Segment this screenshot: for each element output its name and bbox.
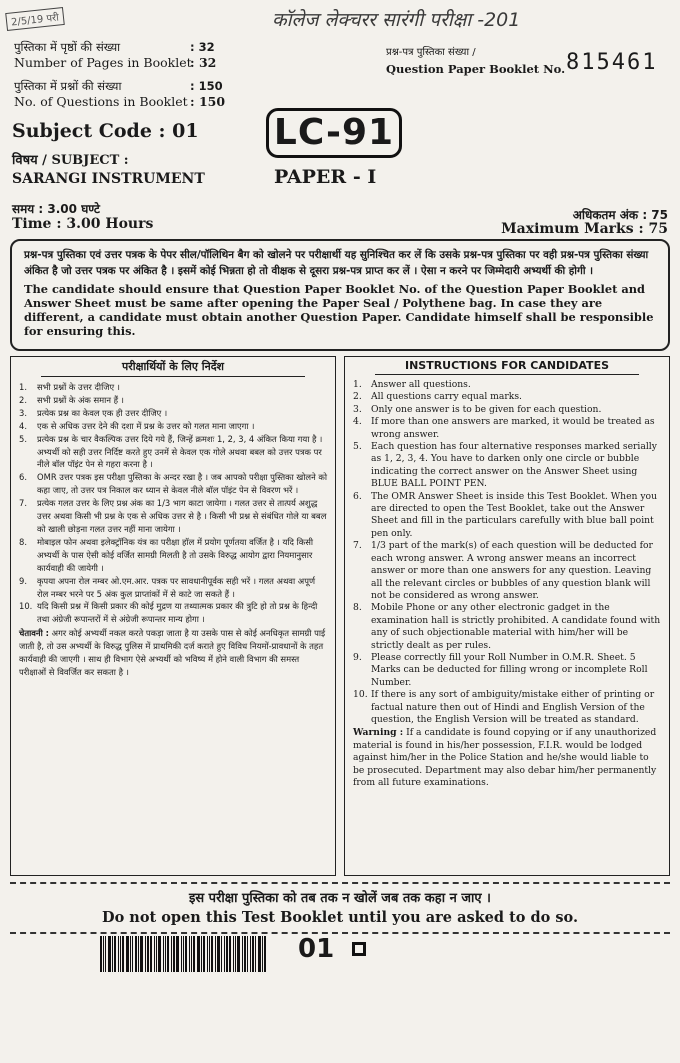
barcode-bar <box>118 936 119 972</box>
instruction-text: मोबाइल फोन अथवा इलेक्ट्रॉनिक यंत्र का परीक्षा हॉल में प्रयोग पूर्णतया वर्जित है । यदि किसी अभ्यर्थी के पास ऐसी कोई वर्जित सामग्री मिलती है तो उसके विरुद्ध आयोग द्वारा नियमानुसार कार्यवाही की जायेगी । <box>37 536 314 573</box>
instruction-item <box>19 536 327 575</box>
barcode <box>100 936 290 972</box>
instruction-text: Answer all questions. <box>371 379 471 390</box>
instruction-item <box>19 433 327 472</box>
questions-hi-label: पुस्तिका में प्रश्नों की संख्या <box>14 79 122 93</box>
barcode-bar <box>264 936 266 972</box>
barcode-bar <box>138 936 139 972</box>
barcode-bar <box>229 936 231 972</box>
english-warning-label: Warning : <box>353 727 404 739</box>
barcode-bar <box>203 936 205 972</box>
barcode-bar <box>140 936 143 972</box>
pages-hi-label: पुस्तिका में पृष्ठों की संख्या <box>14 40 121 54</box>
barcode-bar <box>112 936 113 972</box>
marks-hi: अधिकतम अंक : 75 <box>572 208 668 222</box>
instruction-item <box>19 600 327 626</box>
instruction-item <box>353 540 661 602</box>
barcode-bar <box>176 936 179 972</box>
instruction-text: कृपया अपना रोल नम्बर ओ.एम.आर. पत्रक पर सावधानीपूर्वक सही भरें । गलत अथवा अपूर्ण रोल नम्बर भरने पर 5 अंक कुल प्राप्तांकों में से काटे जा सकते हैं । <box>37 575 316 599</box>
barcode-bar <box>147 936 149 972</box>
checkbox-square-icon <box>352 942 366 956</box>
barcode-bar <box>183 936 184 972</box>
english-warning <box>345 726 669 790</box>
booklet-no-label-en: Question Paper Booklet No. <box>386 62 566 76</box>
questions-en-label: No. of Questions in Booklet <box>14 94 188 109</box>
questions-count-hi <box>14 79 244 94</box>
hindi-warning-label: चेतावनी : <box>19 628 49 639</box>
barcode-bar <box>207 936 208 972</box>
instruction-text: If more than one answers are marked, it would be treated as wrong answer. <box>371 416 655 440</box>
instruction-text: प्रत्येक प्रश्न के चार वैकल्पिक उत्तर दिये गये हैं, जिन्हें क्रमशः 1, 2, 3, 4 अंकित किया गया है । अभ्यर्थी को सही उत्तर निर्दिष्ट करते हुए उनमें से केवल एक गोले अथवा बबल को उत्तर पत्रक पर नीले बॉल पॉइंट पेन से गहरा करना है । <box>37 433 323 470</box>
instruction-item <box>19 471 327 497</box>
instruction-text: यदि किसी प्रश्न में किसी प्रकार की कोई मुद्रण या तथ्यात्मक प्रकार की त्रुटि हो तो प्रश्न के हिन्दी तथा अंग्रेजी रूपान्तरों में से अंग्रेजी रूपान्तर मान्य होगा । <box>37 601 318 625</box>
instruction-number: 10. <box>19 601 33 612</box>
date-stamp <box>5 7 64 31</box>
questions-value-en: : 150 <box>190 94 226 109</box>
barcode-bar <box>120 936 121 972</box>
barcode-bar <box>255 936 256 972</box>
pages-count-hi <box>14 40 244 55</box>
barcode-bar <box>103 936 104 972</box>
subject-code: Subject Code : 01 <box>12 120 199 142</box>
instruction-item <box>353 416 661 441</box>
pages-count-en <box>14 55 244 70</box>
barcode-bar <box>114 936 116 972</box>
barcode-bar <box>100 936 102 972</box>
instruction-number: 4. <box>19 420 27 431</box>
english-warning-text: If a candidate is found copying or if any unauthorized material is found in his/her possession, F.I.R. would be lodged against him/her in the Police Station and he/she would liable to be prosecuted. Department may also debar him/her permanently from all future examinations. <box>353 727 657 788</box>
instruction-item <box>19 381 327 394</box>
instruction-number: 5. <box>19 433 27 444</box>
instruction-item <box>353 652 661 689</box>
instruction-item <box>353 441 661 491</box>
barcode-bar <box>221 936 222 972</box>
questions-count-en <box>14 94 244 109</box>
instruction-number: 1. <box>19 382 27 392</box>
paper-number: PAPER - I <box>274 166 377 188</box>
paper-code-box: LC-91 <box>266 108 402 158</box>
marks-en: Maximum Marks : 75 <box>501 221 668 237</box>
barcode-bar <box>130 936 131 972</box>
barcode-bar <box>209 936 210 972</box>
barcode-bar <box>156 936 157 972</box>
barcode-bar <box>247 936 248 972</box>
barcode-bar <box>226 936 228 972</box>
barcode-bar <box>126 936 129 972</box>
barcode-bar <box>250 936 251 972</box>
hindi-instructions-box <box>10 356 336 876</box>
instruction-item <box>19 394 327 407</box>
do-not-open-english: Do not open this Test Booklet until you are asked to do so. <box>102 909 578 926</box>
seal-notice-box <box>10 239 670 351</box>
seal-notice-hindi: प्रश्न-पत्र पुस्तिका एवं उत्तर पत्रक के पेपर सील/पॉलिथिन बैग को खोलने पर परीक्षार्थी यह सुनिश्चित कर लें कि उसके प्रश्न-पत्र पुस्तिका पर वही प्रश्न-पत्र पुस्तिका संख्या अंकित है जो उत्तर पत्रक पर अंकित है । इसमें कोई भिन्नता हो तो वीक्षक से दूसरा प्रश्न-पत्र प्राप्त कर लें । ऐसा न करने पर जिम्मेदारी अभ्यर्थी की होगी । <box>24 249 649 277</box>
footer-code: 01 <box>298 934 335 964</box>
instruction-number: 9. <box>353 651 362 663</box>
instruction-item <box>353 602 661 652</box>
do-not-open-hindi: इस परीक्षा पुस्तिका को तब तक न खोलें जब तक कहा न जाए । <box>188 891 491 906</box>
english-instructions-list <box>345 375 669 726</box>
instruction-text: Please correctly fill your Roll Number in O.M.R. Sheet. 5 Marks can be deducted for filling wrong or incomplete Roll Number. <box>371 651 648 688</box>
instruction-text: सभी प्रश्नों के अंक समान हैं । <box>37 394 124 405</box>
barcode-bar <box>235 936 236 972</box>
barcode-bar <box>185 936 187 972</box>
handwritten-title: कॉलेज लेक्चरर सारंगी परीक्षा -201 <box>272 9 521 31</box>
pages-value-en: : 32 <box>190 55 217 70</box>
subject-name: SARANGI INSTRUMENT <box>12 171 205 187</box>
instruction-number: 3. <box>19 407 27 418</box>
instruction-text: If there is any sort of ambiguity/mistake either of printing or factual nature then out of Hindi and English Version of the question, the English Version will be treated as standard. <box>371 689 655 725</box>
instruction-item <box>19 575 327 601</box>
barcode-bar <box>252 936 254 972</box>
instruction-number: 10. <box>353 689 368 701</box>
barcode-bar <box>165 936 166 972</box>
hindi-instructions-list <box>11 377 335 626</box>
instruction-text: प्रत्येक गलत उत्तर के लिए प्रश्न अंक का 1/3 भाग काटा जायेगा । गलत उत्तर से तात्पर्य अशुद्ध उत्तर अथवा किसी भी प्रश्न के एक से अधिक उत्तर से है । किसी भी प्रश्न से संबंधित गोले या बबल को खाली छोड़ना गलत उत्तर नहीं माना जायेगा । <box>37 498 327 534</box>
barcode-bar <box>154 936 155 972</box>
instruction-item <box>353 689 661 726</box>
instruction-number: 2. <box>353 391 362 403</box>
barcode-bar <box>145 936 146 972</box>
instruction-text: OMR उत्तर पत्रक इस परीक्षा पुस्तिका के अन्दर रखा है । जब आपको परीक्षा पुस्तिका खोलने को कहा जाए, तो उत्तर पत्र निकाल कर ध्यान से केवल नीले बॉल पॉइंट पेन से विवरण भरें । <box>37 472 328 496</box>
time-en: Time : 3.00 Hours <box>12 216 154 232</box>
barcode-bar <box>224 936 225 972</box>
instruction-text: Mobile Phone or any other electronic gadget in the examination hall is strictly prohibited. A candidate found with any of such objectionable material with him/her will be strictly dealt as per rules. <box>371 602 661 651</box>
questions-value: : 150 <box>190 79 223 93</box>
instruction-number: 9. <box>19 575 27 586</box>
barcode-bar <box>171 936 172 972</box>
barcode-bar <box>105 936 106 972</box>
hindi-instructions-title: परीक्षार्थियों के लिए निर्देश <box>41 357 305 377</box>
booklet-no-label-hi: प्रश्न-पत्र पुस्तिका संख्या / <box>386 47 476 58</box>
instruction-number: 4. <box>353 416 362 428</box>
barcode-bar <box>181 936 182 972</box>
instruction-number: 6. <box>19 472 27 483</box>
instruction-number: 6. <box>353 490 362 502</box>
barcode-bar <box>173 936 175 972</box>
barcode-bar <box>201 936 202 972</box>
english-instructions-box <box>344 356 670 876</box>
instruction-number: 8. <box>19 536 27 547</box>
instruction-text: All questions carry equal marks. <box>371 391 522 403</box>
barcode-bar <box>217 936 220 972</box>
barcode-bar <box>167 936 169 972</box>
barcode-bar <box>108 936 111 972</box>
instruction-number: 2. <box>19 394 27 405</box>
instruction-text: प्रत्येक प्रश्न का केवल एक ही उत्तर दीजिए । <box>37 407 168 418</box>
barcode-bar <box>262 936 263 972</box>
barcode-bar <box>242 936 243 972</box>
barcode-bar <box>215 936 216 972</box>
barcode-bar <box>150 936 152 972</box>
subject-label: विषय / SUBJECT : <box>12 153 129 168</box>
date-stamp-date: 2/5/19 <box>10 14 44 29</box>
instruction-text: एक से अधिक उत्तर देने की दशा में प्रश्न के उत्तर को गलत माना जाएगा । <box>37 420 255 431</box>
instruction-text: 1/3 part of the mark(s) of each question will be deducted for each wrong answer. A wrong answer means an incorrect answer or more than one answers for any question. Leaving all the relevant circles or bubbles of any question blank will not be considered as wrong answer. <box>371 540 653 601</box>
barcode-bar <box>197 936 200 972</box>
barcode-bar <box>189 936 190 972</box>
instruction-text: Each question has four alternative responses marked serially as 1, 2, 3, 4. You have to darken only one circle or bubble indicating the correct answer on the Answer Sheet using BLUE BALL POINT PEN. <box>371 441 657 490</box>
instruction-item <box>19 407 327 420</box>
instruction-item <box>19 497 327 536</box>
barcode-bar <box>193 936 195 972</box>
do-not-open-notice <box>10 882 670 934</box>
barcode-bar <box>132 936 133 972</box>
booklet-no-value: 815461 <box>566 50 658 75</box>
instruction-text: The OMR Answer Sheet is inside this Test Booklet. When you are directed to open the Test Booklet, take out the Answer Sheet and fill in the particulars carefully with blue ball point pen only. <box>371 490 658 539</box>
seal-notice-english: The candidate should ensure that Question Paper Booklet No. of the Question Paper Booklet and Answer Sheet must be same after opening the Paper Seal / Polythene bag. In case they are different, a candidate must obtain another Question Paper. Candidate himself shall be responsible for ensuring this. <box>24 282 654 338</box>
barcode-bar <box>233 936 234 972</box>
instruction-item <box>19 420 327 433</box>
instruction-number: 8. <box>353 602 362 614</box>
instruction-number: 7. <box>19 498 27 509</box>
barcode-bar <box>244 936 246 972</box>
pages-value: : 32 <box>190 40 215 54</box>
barcode-bar <box>191 936 192 972</box>
hindi-warning-text: अगर कोई अभ्यर्थी नकल करते पकड़ा जाता है या उसके पास से कोई अनधिकृत सामग्री पाई जाती है, तो उस अभ्यर्थी के विरुद्ध पुलिस में प्राथमिकी दर्ज कराते हुए विविध नियमों-प्रावधानों के तहत कार्यवाही की जाएगी । साथ ही विभाग ऐसे अभ्यर्थी को भविष्य में होने वाली विभाग की समस्त परीक्षाओं से विवर्जित कर सकता है । <box>19 628 326 678</box>
barcode-bar <box>237 936 240 972</box>
barcode-bar <box>258 936 261 972</box>
instruction-number: 5. <box>353 441 362 453</box>
instruction-text: सभी प्रश्नों के उत्तर दीजिए । <box>37 382 120 392</box>
pages-en-label: Number of Pages in Booklet <box>14 55 192 70</box>
instruction-item <box>353 491 661 541</box>
date-stamp-text: परी <box>45 12 60 25</box>
barcode-bar <box>211 936 213 972</box>
barcode-bar <box>158 936 161 972</box>
instruction-text: Only one answer is to be given for each question. <box>371 403 602 415</box>
instruction-item <box>353 379 661 391</box>
instruction-item <box>353 391 661 403</box>
hindi-warning <box>11 626 335 680</box>
instruction-item <box>353 404 661 416</box>
barcode-bar <box>163 936 164 972</box>
english-instructions-title: INSTRUCTIONS FOR CANDIDATES <box>375 357 639 375</box>
barcode-bar <box>122 936 124 972</box>
instruction-number: 1. <box>353 379 362 390</box>
time-hi: समय : 3.00 घण्टे <box>12 202 100 216</box>
instruction-number: 7. <box>353 540 362 552</box>
instruction-number: 3. <box>353 403 362 415</box>
barcode-bar <box>135 936 137 972</box>
